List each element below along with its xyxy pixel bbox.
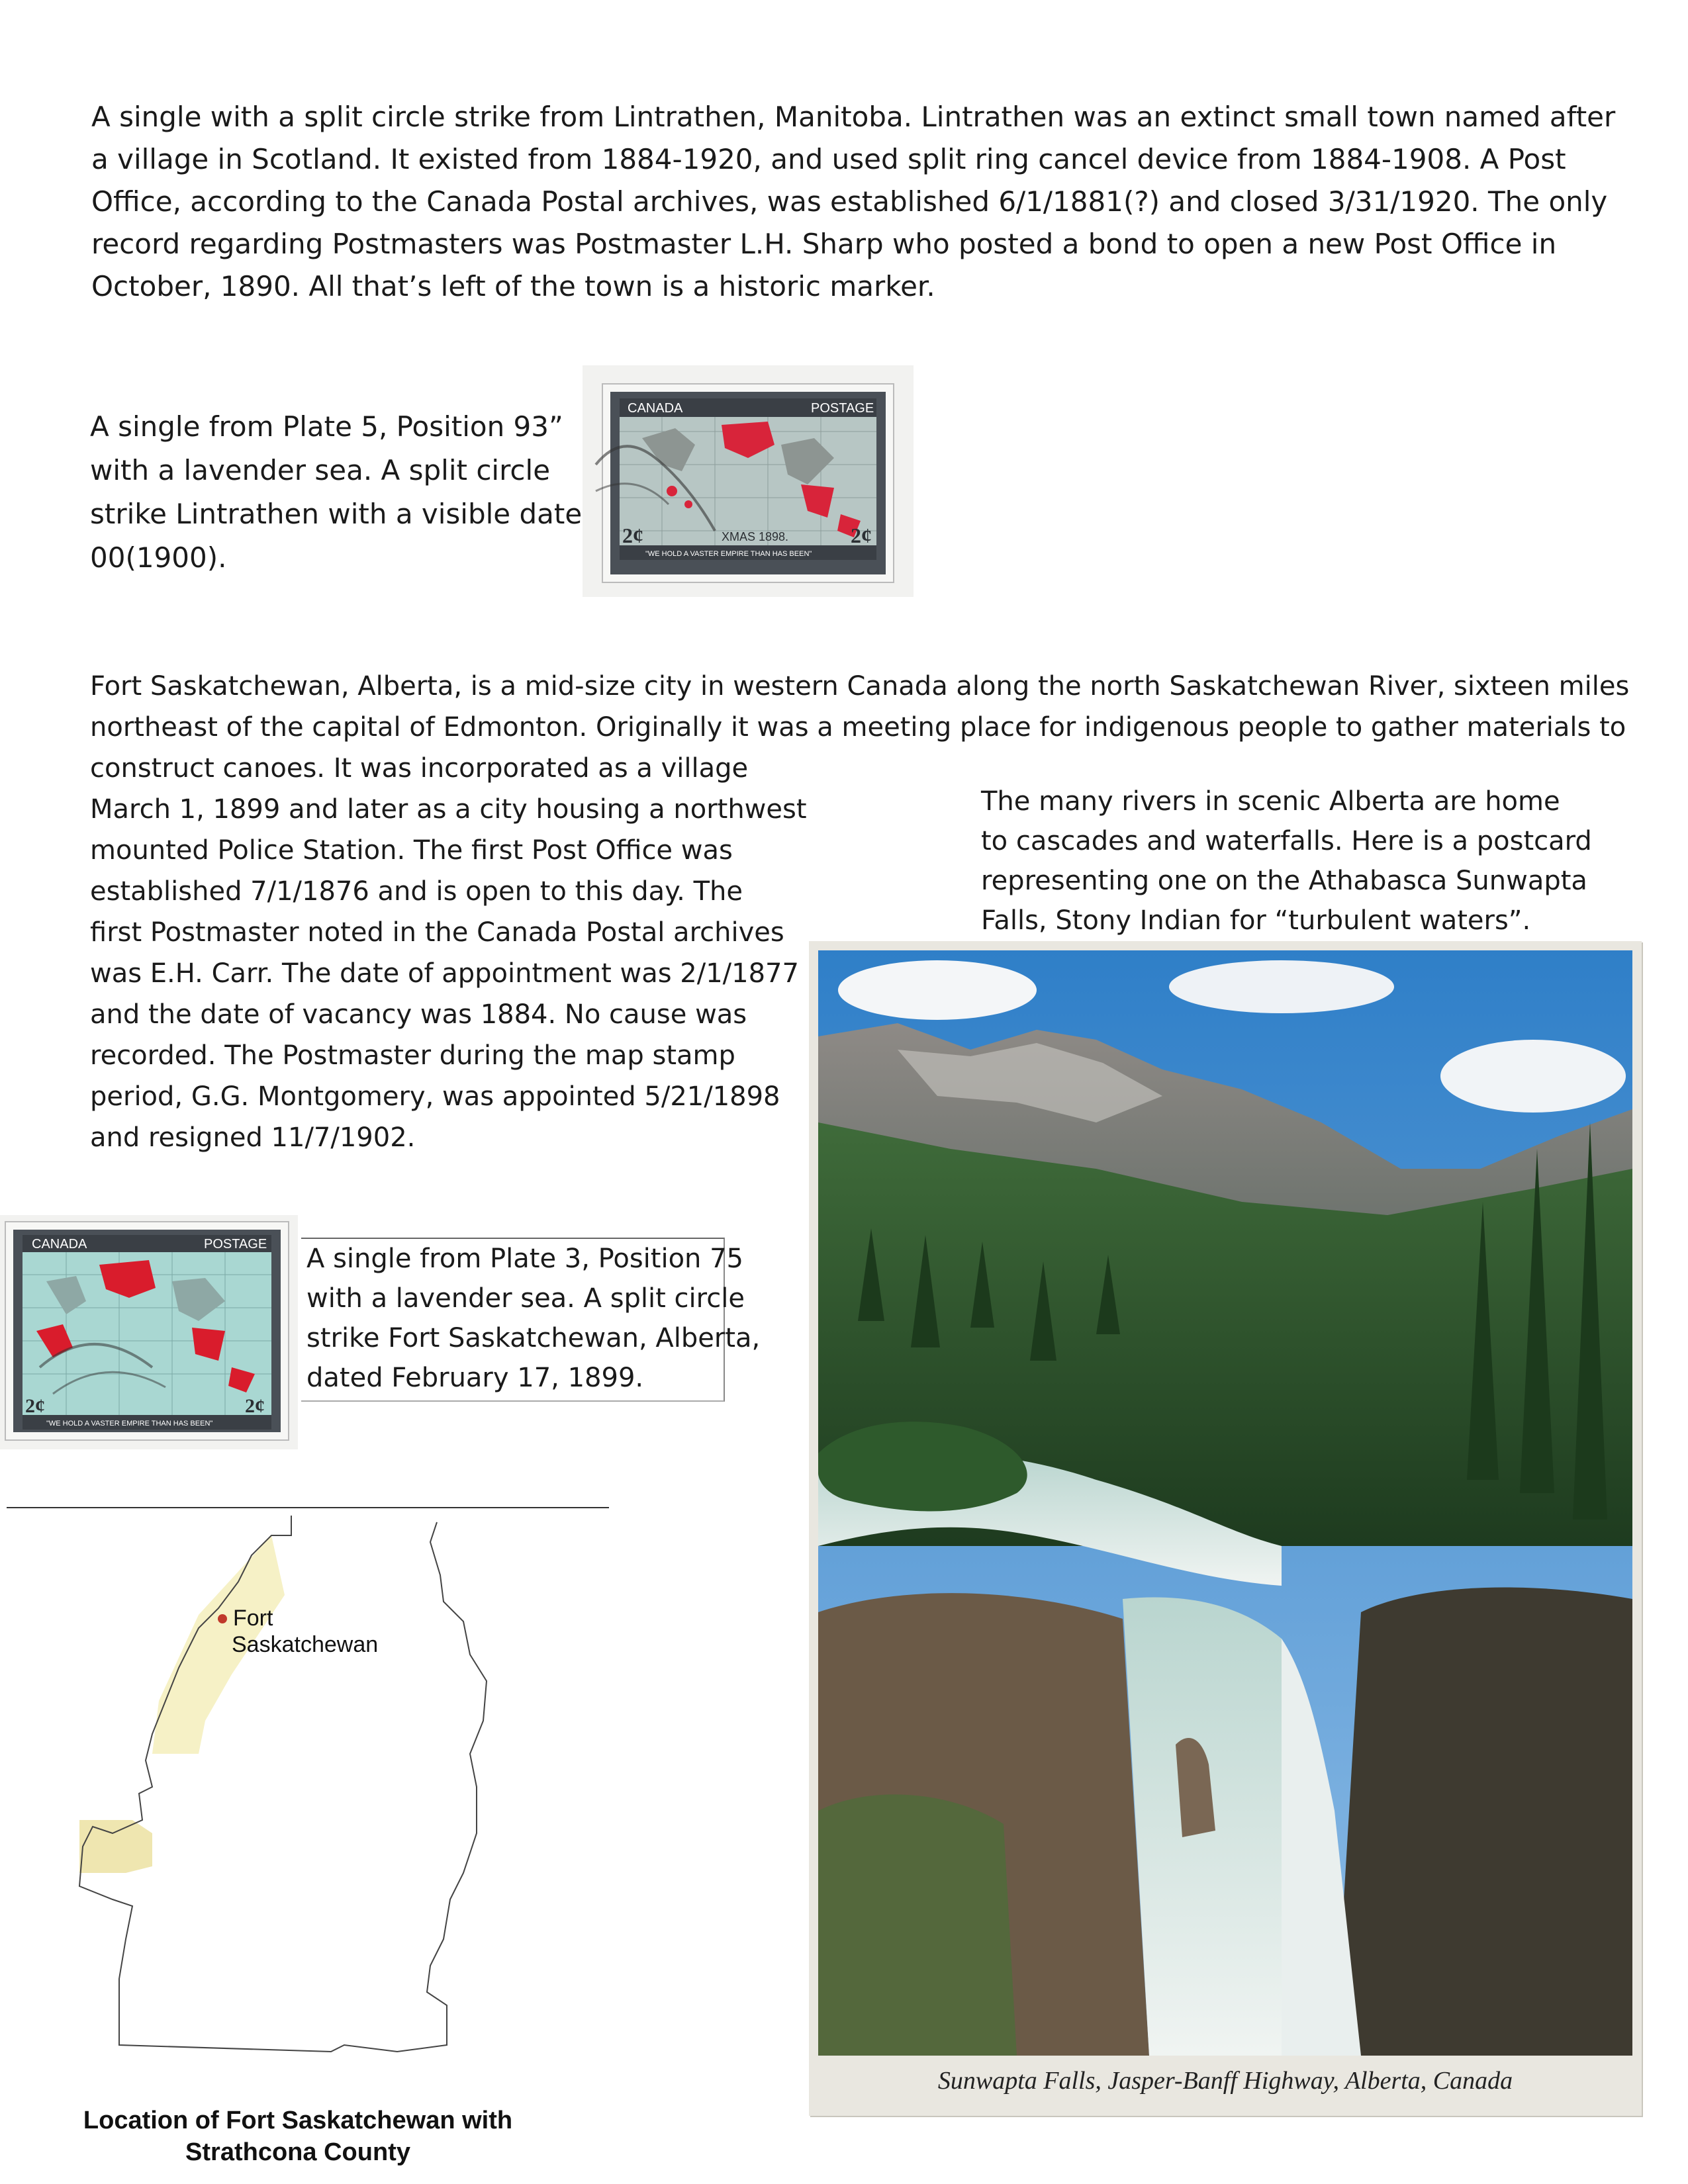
text-line: first Postmaster noted in the Canada Postal archives (90, 917, 784, 948)
postcard-photo (818, 950, 1632, 2056)
text-line: Fort Saskatchewan, Alberta, is a mid-size city in western Canada along the north Saskatchewan River, sixteen miles (90, 671, 1630, 702)
stamp-value-right: 2¢ (245, 1395, 265, 1417)
lintrathen-paragraph (91, 96, 1615, 308)
text-line: with a lavender sea. A split circle (306, 1283, 745, 1314)
stamp2-caption (301, 1238, 761, 1402)
text-line: established 7/1/1876 and is open to this day. The (90, 876, 743, 907)
text-line: Strathcona County (185, 2138, 410, 2166)
strathcona-county-map (0, 1502, 616, 2078)
text-line: The many rivers in scenic Alberta are home (981, 786, 1560, 817)
map-stamp-lintrathen (583, 365, 914, 597)
text-line: was E.H. Carr. The date of appointment was 2/1/1877 (90, 958, 799, 989)
text-line: strike Fort Saskatchewan, Alberta, (306, 1323, 761, 1353)
text-line: recorded. The Postmaster during the map stamp (90, 1040, 735, 1071)
text-line: to cascades and waterfalls. Here is a postcard (981, 826, 1592, 856)
text-line: mounted Police Station. The first Post Office was (90, 835, 733, 866)
stamp-postage-text: POSTAGE (811, 401, 874, 416)
text-line: dated February 17, 1899. (306, 1363, 644, 1393)
text-line: March 1, 1899 and later as a city housing a northwest (90, 794, 807, 825)
text-line: strike Lintrathen with a visible date (90, 498, 583, 530)
text-line: A single from Plate 5, Position 93” (90, 410, 563, 443)
stamp1-caption (90, 405, 582, 580)
text-line: northeast of the capital of Edmonton. Originally it was a meeting place for indigenous people to gather materials to (90, 712, 1626, 743)
text-line: a village in Scotland. It existed from 1884-1920, and used split ring cancel device from 1884-1908. A Post (91, 143, 1566, 175)
map-label-saskatchewan: Saskatchewan (232, 1632, 379, 1657)
text-line: Office, according to the Canada Postal archives, was established 6/1/1881(?) and closed 3/31/1920. The only (91, 185, 1608, 218)
text-line: and the date of vacancy was 1884. No cause was (90, 999, 747, 1030)
stamp-country-text: CANADA (628, 401, 683, 416)
text-line: 00(1900). (90, 541, 227, 574)
text-line: A single from Plate 3, Position 75 (306, 1244, 743, 1274)
stamp-motto-text: "WE HOLD A VASTER EMPIRE THAN HAS BEEN" (46, 1420, 213, 1428)
text-line: Location of Fort Saskatchewan with (83, 2107, 513, 2134)
stamp-value-left: 2¢ (622, 523, 643, 547)
fort-saskatchewan-paragraph-column (90, 748, 807, 1158)
map-label-fort: Fort (233, 1606, 273, 1631)
stamp-postage-text: POSTAGE (204, 1237, 267, 1251)
map-stamp-fort-saskatchewan (0, 1215, 298, 1449)
text-line: October, 1890. All that’s left of the town is a historic marker. (91, 270, 935, 302)
stamp-value-left: 2¢ (25, 1395, 45, 1417)
text-line: A single with a split circle strike from Lintrathen, Manitoba. Lintrathen was an extinct small town named after (91, 101, 1616, 133)
text-line: and resigned 11/7/1902. (90, 1122, 416, 1153)
text-line: with a lavender sea. A split circle (90, 454, 551, 486)
text-line: period, G.G. Montgomery, was appointed 5/21/1898 (90, 1081, 780, 1112)
postcard-caption: Sunwapta Falls, Jasper-Banff Highway, Alberta, Canada (937, 2067, 1513, 2095)
stamp-value-right: 2¢ (851, 523, 872, 547)
rivers-paragraph (981, 782, 1592, 940)
map-caption (40, 2105, 556, 2168)
fort-saskatchewan-paragraph-full (90, 666, 1629, 748)
text-line: Falls, Stony Indian for “turbulent waters”. (981, 905, 1531, 936)
stamp-xmas-text: XMAS 1898. (722, 530, 789, 543)
stamp-country-text: CANADA (32, 1237, 87, 1251)
stamp-motto-text: "WE HOLD A VASTER EMPIRE THAN HAS BEEN" (645, 550, 812, 558)
sunwapta-falls-postcard (809, 941, 1642, 2116)
text-line: representing one on the Athabasca Sunwapta (981, 866, 1587, 896)
text-line: construct canoes. It was incorporated as a village (90, 753, 749, 784)
text-line: record regarding Postmasters was Postmaster L.H. Sharp who posted a bond to open a new Post Office in (91, 228, 1557, 260)
